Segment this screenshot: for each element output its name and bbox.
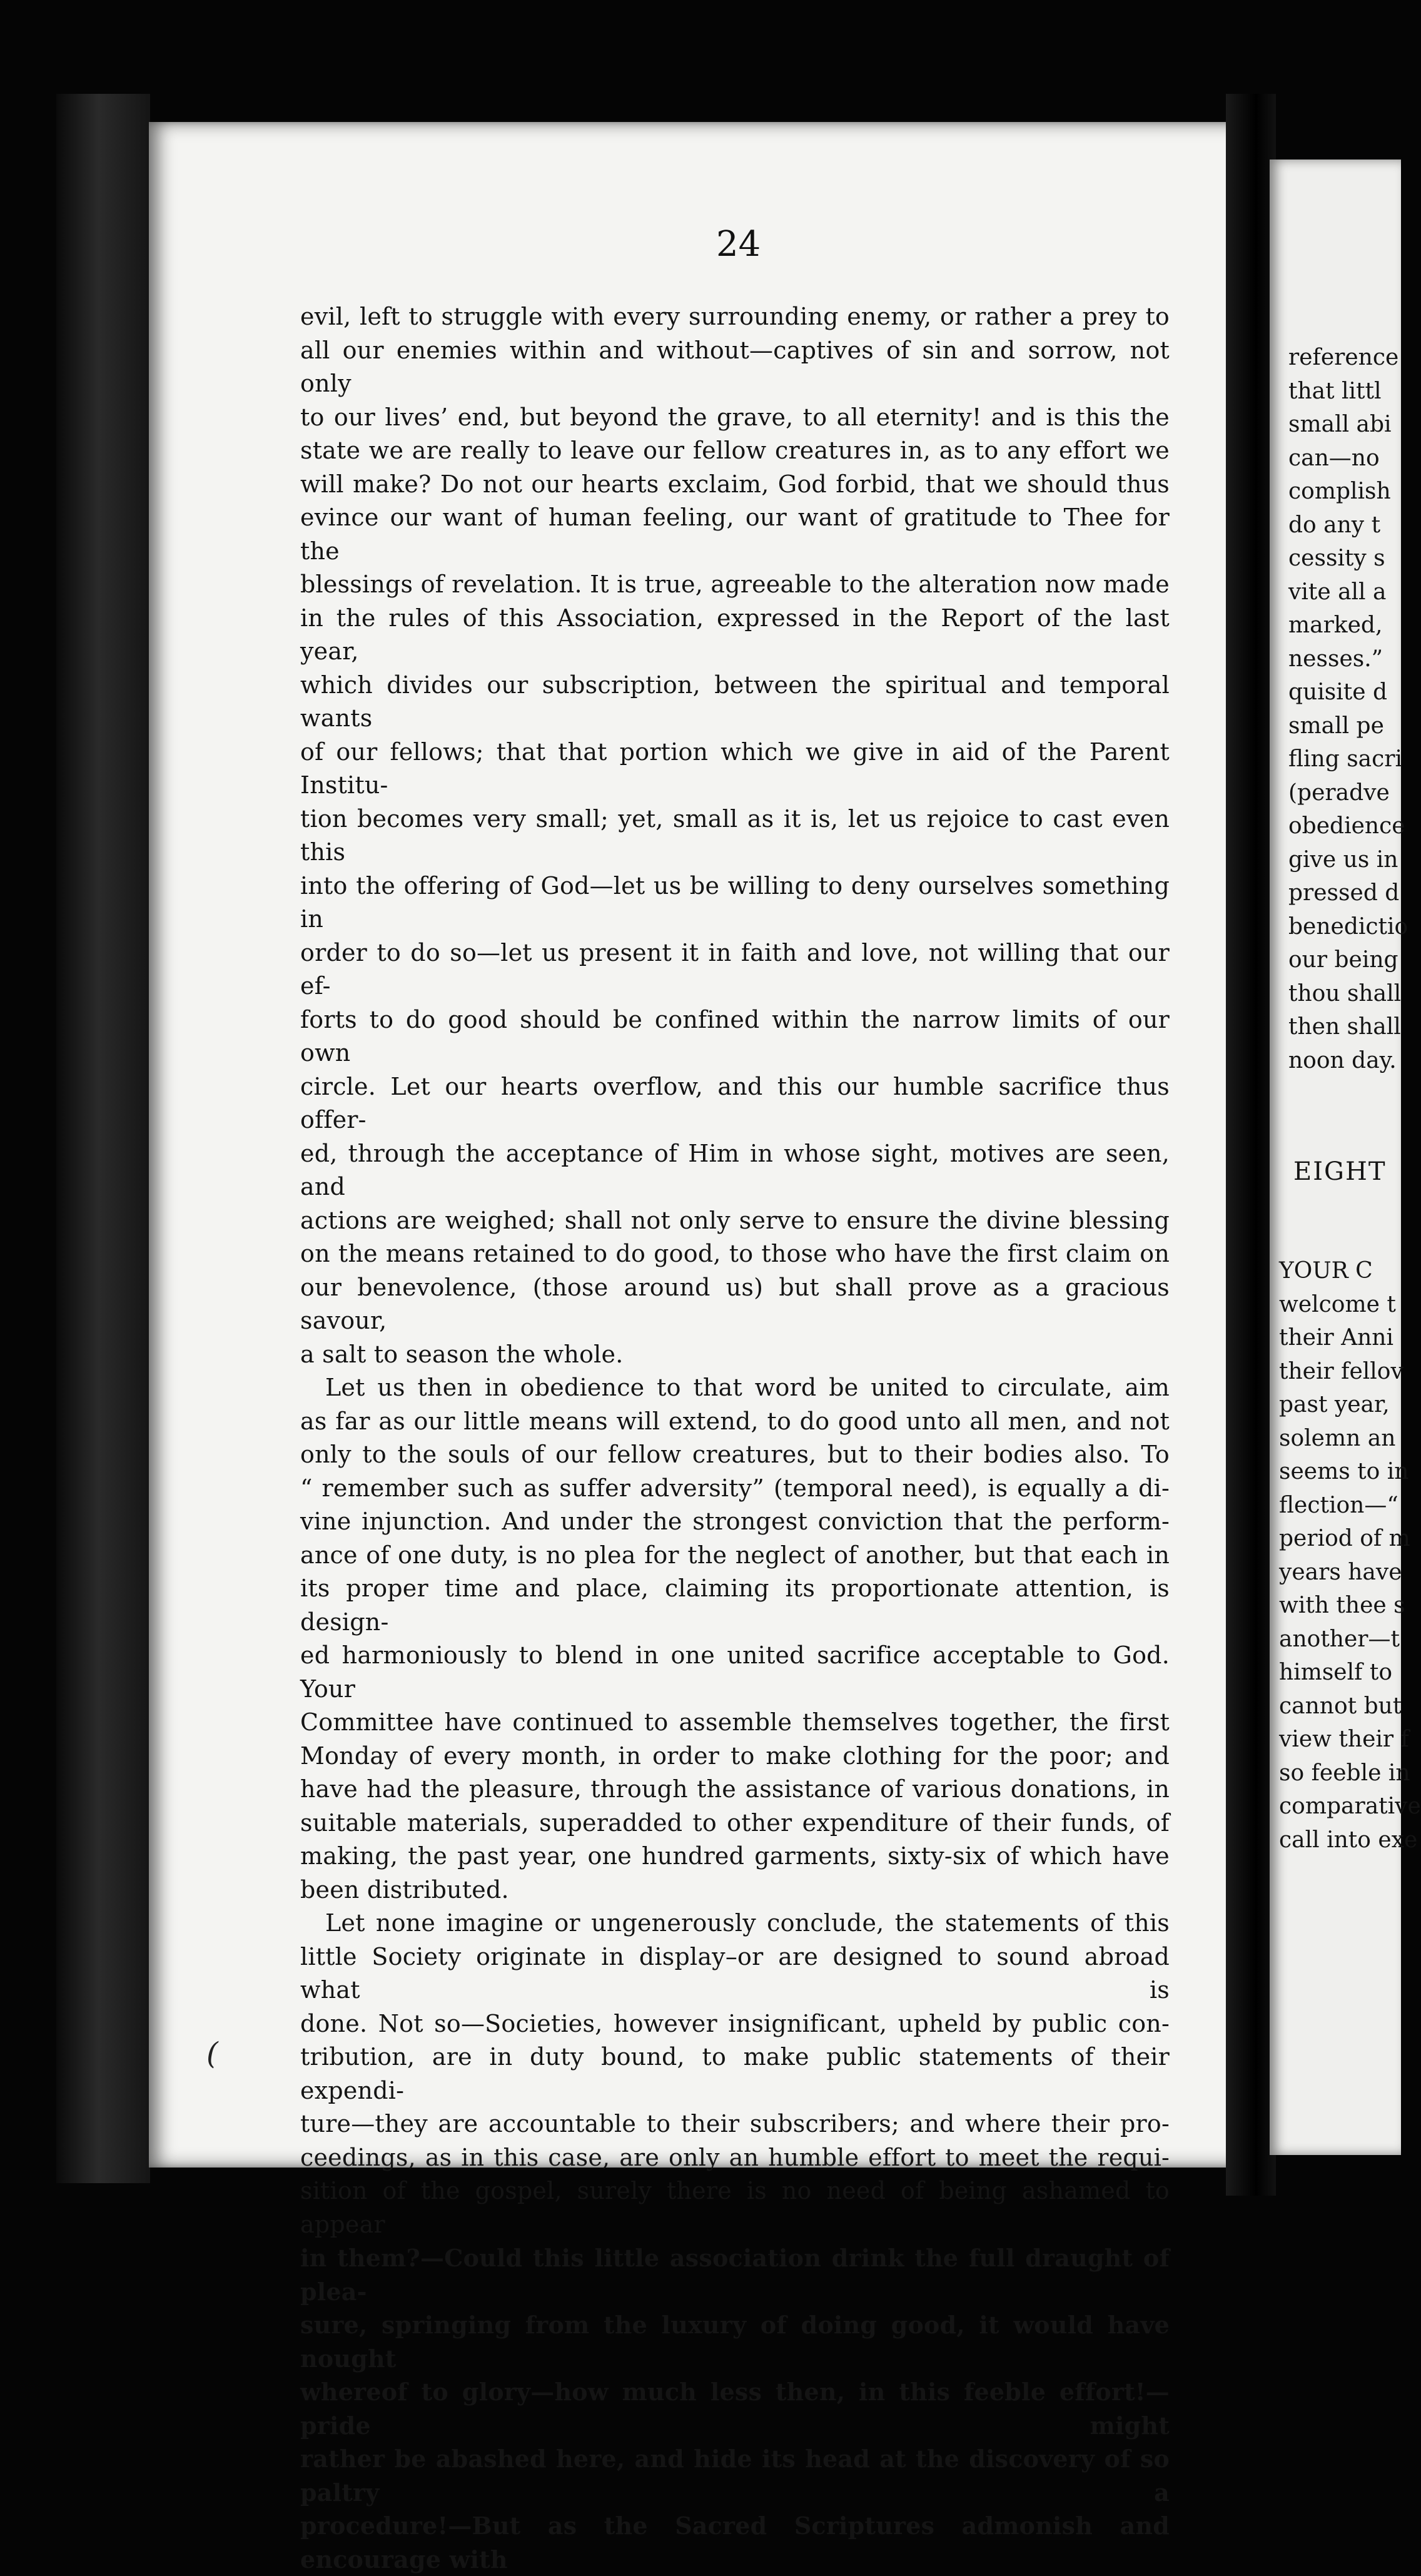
text-line: little Society originate in display–or are designed to sound abroad what is bbox=[300, 1942, 1170, 2004]
right-text-line: obedience bbox=[1288, 813, 1405, 839]
right-text-line: then shall bbox=[1288, 1014, 1401, 1040]
text-line: on the means retained to do good, to those who have the first claim on bbox=[300, 1240, 1170, 1267]
right-text-line: thou shall bbox=[1288, 980, 1402, 1007]
right-text-line: vite all a bbox=[1288, 579, 1387, 605]
text-line: to our lives’ end, but beyond the grave, to all eternity! and is this the bbox=[300, 403, 1170, 431]
right-text-line: years have bbox=[1279, 1559, 1402, 1585]
right-text-line: solemn an bbox=[1279, 1425, 1396, 1451]
right-text-line: cessity s bbox=[1288, 545, 1385, 571]
right-text-line: welcome t bbox=[1279, 1291, 1396, 1317]
text-line: “ remember such as suffer adversity” (temporal need), is equally a di- bbox=[300, 1474, 1170, 1502]
text-line: suitable materials, superadded to other expenditure of their funds, of bbox=[300, 1808, 1170, 1837]
right-page-heading: EIGHT bbox=[1293, 1157, 1387, 1186]
right-text-line: (peradve bbox=[1288, 779, 1390, 806]
text-line: actions are weighed; shall not only serve to ensure the divine blessing bbox=[300, 1206, 1170, 1234]
right-text-line: noon day. bbox=[1288, 1047, 1397, 1073]
text-line: been distributed. bbox=[300, 1875, 509, 1904]
margin-mark: ( bbox=[206, 2036, 218, 2071]
text-line: ed harmoniously to blend in one united sacrifice acceptable to God. Your bbox=[300, 1641, 1170, 1703]
text-line: our benevolence, (those around us) but shall prove as a gracious savour, bbox=[300, 1273, 1170, 1334]
text-line: into the offering of God—let us be willing to deny ourselves something in bbox=[300, 871, 1170, 933]
right-text-line: do any t bbox=[1288, 512, 1381, 538]
right-text-line: past year, bbox=[1279, 1392, 1390, 1417]
right-text-line: marked, bbox=[1288, 612, 1383, 638]
text-line: ceedings, as in this case, are only an humble effort to meet the requi- bbox=[300, 2143, 1170, 2171]
text-line: ture—they are accountable to their subscribers; and where their pro- bbox=[300, 2110, 1170, 2137]
right-text-line: with thee s bbox=[1279, 1593, 1405, 1618]
right-text-line: seems to in bbox=[1279, 1459, 1409, 1484]
text-line: done. Not so—Societies, however insignificant, upheld by public con- bbox=[300, 2009, 1170, 2037]
right-text-line: reference bbox=[1288, 345, 1399, 370]
text-line: will make? Do not our hearts exclaim, God forbid, that we should thus bbox=[300, 470, 1170, 498]
text-line: in them?—Could this little association drink the full draught of plea- bbox=[300, 2244, 1170, 2306]
book-gutter bbox=[1226, 94, 1276, 2196]
right-text-line: complish bbox=[1288, 479, 1391, 504]
right-text-line: their fellov bbox=[1279, 1358, 1403, 1384]
right-text-line: that littl bbox=[1288, 378, 1382, 404]
text-line: which divides our subscription, between the spiritual and temporal wants bbox=[300, 671, 1170, 732]
right-text-line: nesses.” bbox=[1288, 646, 1383, 672]
text-line: circle. Let our hearts overflow, and this our humble sacrifice thus offer- bbox=[300, 1072, 1170, 1133]
text-line: rather be abashed here, and hide its head at the discovery of so paltry a bbox=[300, 2445, 1170, 2507]
right-text-line: benedictio bbox=[1288, 913, 1408, 940]
right-text-line: flection—“ bbox=[1279, 1492, 1398, 1518]
text-line: whereof to glory—how much less then, in this feeble effort!—pride might bbox=[300, 2378, 1170, 2440]
right-text-line: cannot but bbox=[1279, 1693, 1402, 1719]
right-text-line: fling sacri bbox=[1288, 746, 1403, 772]
text-line: tion becomes very small; yet, small as it is, let us rejoice to cast even this bbox=[300, 804, 1170, 866]
text-line: Committee have continued to assemble themselves together, the first bbox=[300, 1708, 1170, 1736]
text-line: its proper time and place, claiming its proportionate attention, is design- bbox=[300, 1575, 1170, 1636]
left-page-text bbox=[300, 300, 1170, 2576]
text-line: vine injunction. And under the strongest conviction that the perform- bbox=[300, 1508, 1170, 1535]
text-line: a salt to season the whole. bbox=[300, 1340, 624, 1368]
text-line: forts to do good should be confined within the narrow limits of our own bbox=[300, 1005, 1170, 1067]
text-line: in the rules of this Association, expressed in the Report of the last year, bbox=[300, 604, 1170, 665]
text-line: sure, springing from the luxury of doing good, it would have nought bbox=[300, 2311, 1170, 2373]
text-line: sition of the gospel, surely there is no need of being ashamed to appear bbox=[300, 2177, 1170, 2238]
text-line: of our fellows; that that portion which we give in aid of the Parent Institu- bbox=[300, 738, 1170, 799]
right-text-line: small pe bbox=[1288, 712, 1384, 739]
right-text-line: our being bbox=[1288, 947, 1398, 973]
text-line: making, the past year, one hundred garments, sixty-six of which have bbox=[300, 1842, 1170, 1870]
text-line: order to do so—let us present it in faith and love, not willing that our ef- bbox=[300, 938, 1170, 1000]
right-text-line: call into exe bbox=[1279, 1827, 1418, 1853]
text-line: evil, left to struggle with every surrounding enemy, or rather a prey to bbox=[300, 303, 1170, 330]
text-line: state we are really to leave our fellow creatures in, as to any effort we bbox=[300, 437, 1170, 464]
text-line: as far as our little means will extend, to do good unto all men, and not bbox=[300, 1407, 1170, 1435]
right-text-line: small abi bbox=[1288, 412, 1392, 437]
right-text-line: can—no bbox=[1288, 445, 1380, 471]
right-text-line: quisite d bbox=[1288, 679, 1387, 705]
text-line: ed, through the acceptance of Him in whose sight, motives are seen, and bbox=[300, 1139, 1170, 1200]
right-text-line: himself to bbox=[1279, 1660, 1393, 1685]
text-line: procedure!—But as the Sacred Scriptures admonish and encourage with bbox=[300, 2512, 1170, 2573]
right-text-line: view their f bbox=[1279, 1727, 1409, 1752]
right-text-line: comparative bbox=[1279, 1793, 1421, 1819]
right-text-line: another—t bbox=[1279, 1626, 1400, 1652]
right-text-line: period of m bbox=[1279, 1526, 1410, 1551]
text-line: only to the souls of our fellow creatures, but to their bodies also. To bbox=[300, 1441, 1170, 1468]
right-text-line: give us in bbox=[1288, 846, 1398, 873]
text-line: Let us then in obedience to that word be united to circulate, aim bbox=[325, 1374, 1170, 1401]
text-line: Let none imagine or ungenerously conclude, the statements of this bbox=[325, 1909, 1170, 1937]
text-line: have had the pleasure, through the assistance of various donations, in bbox=[300, 1775, 1170, 1803]
text-line: ance of one duty, is no plea for the neglect of another, but that each in bbox=[300, 1541, 1170, 1569]
right-page-lower-text bbox=[1279, 1254, 1421, 1857]
right-text-line: pressed d bbox=[1288, 880, 1400, 906]
page-number: 24 bbox=[716, 224, 761, 265]
right-page-upper-text bbox=[1288, 341, 1413, 1077]
text-line: all our enemies within and without—captives of sin and sorrow, not only bbox=[300, 336, 1170, 397]
text-line: Monday of every month, in order to make clothing for the poor; and bbox=[300, 1742, 1170, 1770]
text-line: tribution, are in duty bound, to make public statements of their expendi- bbox=[300, 2043, 1170, 2104]
right-text-line: so feeble in bbox=[1279, 1760, 1410, 1786]
book-spine bbox=[56, 94, 150, 2183]
text-line: evince our want of human feeling, our want of gratitude to Thee for the bbox=[300, 504, 1170, 565]
right-text-line: their Anni bbox=[1279, 1325, 1394, 1351]
text-line: blessings of revelation. It is true, agreeable to the alteration now made bbox=[300, 570, 1170, 598]
right-text-line: YOUR C bbox=[1279, 1258, 1373, 1284]
